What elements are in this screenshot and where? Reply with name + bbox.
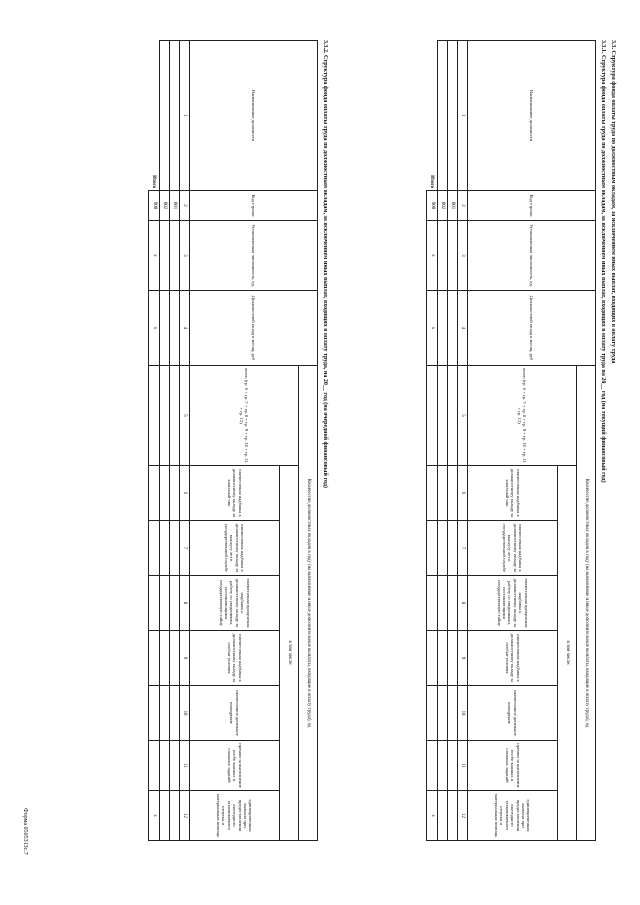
total-cell[interactable] xyxy=(149,521,160,576)
col8-header: ежемесячная процентная надбавка к должностному окладу за работу со сведениями, составляющими государственную тайну xyxy=(468,576,558,631)
data-cell[interactable] xyxy=(170,521,180,576)
total-cell[interactable] xyxy=(149,576,160,631)
data-cell[interactable] xyxy=(438,791,448,841)
col-position-header: Наименование должности xyxy=(190,41,318,191)
col-number: 9 xyxy=(180,631,190,686)
col-number: 1 xyxy=(458,41,468,191)
total-cell[interactable] xyxy=(149,741,160,791)
data-cell[interactable] xyxy=(438,686,448,741)
col-total-header: всего (гр. 6 + гр. 7 + гр. 8 + гр. 9 + гр. 10 + гр. 11 + гр. 12) xyxy=(190,366,299,466)
data-cell[interactable] xyxy=(160,631,170,686)
section-title: 3.3. Структура фонда оплаты труда по должностным окладам, за исключением иных выплат, входящих в оплату труда xyxy=(610,40,616,364)
total-cell[interactable] xyxy=(149,466,160,521)
col-number: 3 xyxy=(180,221,190,291)
col-number: 7 xyxy=(180,521,190,576)
col-total-header: всего (гр. 6 + гр. 7 + гр. 8 + гр. 9 + гр. 10 + гр. 11 + гр. 12) xyxy=(468,366,577,466)
data-cell[interactable] xyxy=(160,741,170,791)
col-position-header: Наименование должности xyxy=(468,41,596,191)
data-cell[interactable] xyxy=(170,631,180,686)
col8-header: ежемесячная процентная надбавка к должностному окладу за работу со сведениями, составляющими государственную тайну xyxy=(190,576,280,631)
col-group-header: Количество должностных окладов в году (на выполнение и иные дополнительные выплаты, входящие в оплату труда), ед xyxy=(299,366,318,841)
total-code: 900 xyxy=(149,191,160,221)
col-number: 7 xyxy=(458,521,468,576)
data-cell[interactable] xyxy=(160,366,170,466)
data-cell[interactable] xyxy=(448,221,458,291)
data-cell[interactable] xyxy=(448,521,458,576)
total-cell: x xyxy=(149,221,160,291)
col-salary-header: Должностной оклад в месяц, руб xyxy=(190,291,318,366)
col7-header: ежемесячная надбавка к должностному окладу за выслугу лет в государственной службе xyxy=(468,521,558,576)
table-row xyxy=(438,41,448,841)
data-cell[interactable] xyxy=(448,366,458,466)
col7-header: ежемесячная надбавка к должностному окладу за выслугу лет в государственной службе xyxy=(190,521,280,576)
total-row xyxy=(149,41,160,841)
position-cell[interactable] xyxy=(160,41,170,191)
total-cell[interactable] xyxy=(149,686,160,741)
col6-header: ежемесячная надбавка к должностному окладу за классный чин xyxy=(468,466,558,521)
col-number: 10 xyxy=(180,686,190,741)
total-cell[interactable] xyxy=(427,576,438,631)
total-cell[interactable] xyxy=(427,631,438,686)
total-cell: x xyxy=(427,221,438,291)
data-cell[interactable] xyxy=(448,291,458,366)
col-number: 6 xyxy=(458,466,468,521)
col-number: 11 xyxy=(180,741,190,791)
total-cell[interactable] xyxy=(427,741,438,791)
data-cell[interactable] xyxy=(438,366,448,466)
total-cell: x xyxy=(149,291,160,366)
col12-header: единовременная выплата при предоставлении ежегодного оплачиваемого отпуска и материальная помощь xyxy=(190,791,280,841)
data-cell[interactable] xyxy=(438,631,448,686)
data-cell[interactable] xyxy=(448,631,458,686)
data-cell[interactable] xyxy=(448,791,458,841)
data-cell[interactable] xyxy=(160,291,170,366)
col-number: 12 xyxy=(458,791,468,841)
data-cell[interactable] xyxy=(160,791,170,841)
row-code: 002 xyxy=(438,191,448,221)
table-row xyxy=(160,41,170,841)
col-code-header: Код строки xyxy=(468,191,596,221)
position-cell[interactable] xyxy=(438,41,448,191)
data-cell[interactable] xyxy=(448,466,458,521)
col-staff-header: Установленная численность, ед. xyxy=(468,221,596,291)
col-number: 6 xyxy=(180,466,190,521)
data-cell[interactable] xyxy=(448,741,458,791)
data-cell[interactable] xyxy=(160,221,170,291)
col-number: 4 xyxy=(458,291,468,366)
col-staff-header: Установленная численность, ед. xyxy=(190,221,318,291)
form-code: Форма 0505313с.7 xyxy=(22,808,28,855)
col-number: 2 xyxy=(180,191,190,221)
data-cell[interactable] xyxy=(438,466,448,521)
table1-title: 3.3.1. Структура фонда оплаты труда по должностным окладам, за исключением иных выплат, входящих в оплату труда на 20__ год (на текущий финансовый год) xyxy=(600,40,606,483)
data-cell[interactable] xyxy=(438,221,448,291)
position-cell[interactable] xyxy=(170,41,180,191)
data-cell[interactable] xyxy=(438,576,448,631)
col10-header: ежемесячное денежное поощрение xyxy=(468,686,558,741)
row-code: 002 xyxy=(160,191,170,221)
data-cell[interactable] xyxy=(160,466,170,521)
total-cell[interactable] xyxy=(149,366,160,466)
data-cell[interactable] xyxy=(170,291,180,366)
col-number: 12 xyxy=(180,791,190,841)
col-number: 9 xyxy=(458,631,468,686)
col6-header: ежемесячная надбавка к должностному окладу за классный чин xyxy=(190,466,280,521)
col-number: 1 xyxy=(180,41,190,191)
total-cell[interactable] xyxy=(427,521,438,576)
col11-header: премии за выполнение особо важных и сложных заданий xyxy=(468,741,558,791)
total-label: Итого xyxy=(427,41,438,191)
data-cell[interactable] xyxy=(170,576,180,631)
col-number: 8 xyxy=(180,576,190,631)
data-cell[interactable] xyxy=(170,686,180,741)
col-number: 3 xyxy=(458,221,468,291)
data-cell[interactable] xyxy=(438,291,448,366)
data-cell[interactable] xyxy=(160,686,170,741)
col-salary-header: Должностной оклад в месяц, руб xyxy=(468,291,596,366)
data-cell[interactable] xyxy=(448,686,458,741)
total-cell: x xyxy=(427,791,438,841)
data-cell[interactable] xyxy=(170,366,180,466)
col9-header: ежемесячная надбавка к должностному окладу за особые условия xyxy=(190,631,280,686)
data-cell[interactable] xyxy=(438,741,448,791)
position-cell[interactable] xyxy=(448,41,458,191)
col12-header: единовременная выплата при предоставлении ежегодного оплачиваемого отпуска и материальная помощь xyxy=(468,791,558,841)
total-cell: x xyxy=(427,291,438,366)
col-number: 10 xyxy=(458,686,468,741)
col-number: 2 xyxy=(458,191,468,221)
col-number: 5 xyxy=(458,366,468,466)
row-code: 001 xyxy=(170,191,180,221)
total-cell[interactable] xyxy=(427,366,438,466)
col-number: 5 xyxy=(180,366,190,466)
data-cell[interactable] xyxy=(160,521,170,576)
col-number: 4 xyxy=(180,291,190,366)
total-cell[interactable] xyxy=(427,466,438,521)
col-in-that-header: в том числе: xyxy=(280,466,299,841)
total-cell[interactable] xyxy=(427,686,438,741)
table1 xyxy=(426,40,596,841)
total-cell: x xyxy=(149,791,160,841)
data-cell[interactable] xyxy=(448,576,458,631)
total-cell[interactable] xyxy=(149,631,160,686)
table2-title: 3.3.2. Структура фонда оплаты труда по должностным окладам, за исключением иных выплат, входящих в оплату труда, на 20__ год (на очередной финансовый год) xyxy=(322,40,328,488)
col9-header: ежемесячная надбавка к должностному окладу за особые условия xyxy=(468,631,558,686)
data-cell[interactable] xyxy=(170,221,180,291)
col-in-that-header: в том числе: xyxy=(558,466,577,841)
data-cell[interactable] xyxy=(170,741,180,791)
table-row xyxy=(448,41,458,841)
row-code: 001 xyxy=(448,191,458,221)
total-row xyxy=(427,41,438,841)
data-cell[interactable] xyxy=(170,466,180,521)
table2 xyxy=(148,40,318,841)
col11-header: премии за выполнение особо важных и сложных заданий xyxy=(190,741,280,791)
total-code: 900 xyxy=(427,191,438,221)
col10-header: ежемесячное денежное поощрение xyxy=(190,686,280,741)
data-cell[interactable] xyxy=(170,791,180,841)
col-number: 8 xyxy=(458,576,468,631)
table-row xyxy=(170,41,180,841)
data-cell[interactable] xyxy=(160,576,170,631)
col-number: 11 xyxy=(458,741,468,791)
total-label: Итого xyxy=(149,41,160,191)
data-cell[interactable] xyxy=(438,521,448,576)
col-group-header: Количество должностных окладов в году (на выполнение и иные дополнительные выплаты, входящие в оплату труда), ед xyxy=(577,366,596,841)
col-code-header: Код строки xyxy=(190,191,318,221)
